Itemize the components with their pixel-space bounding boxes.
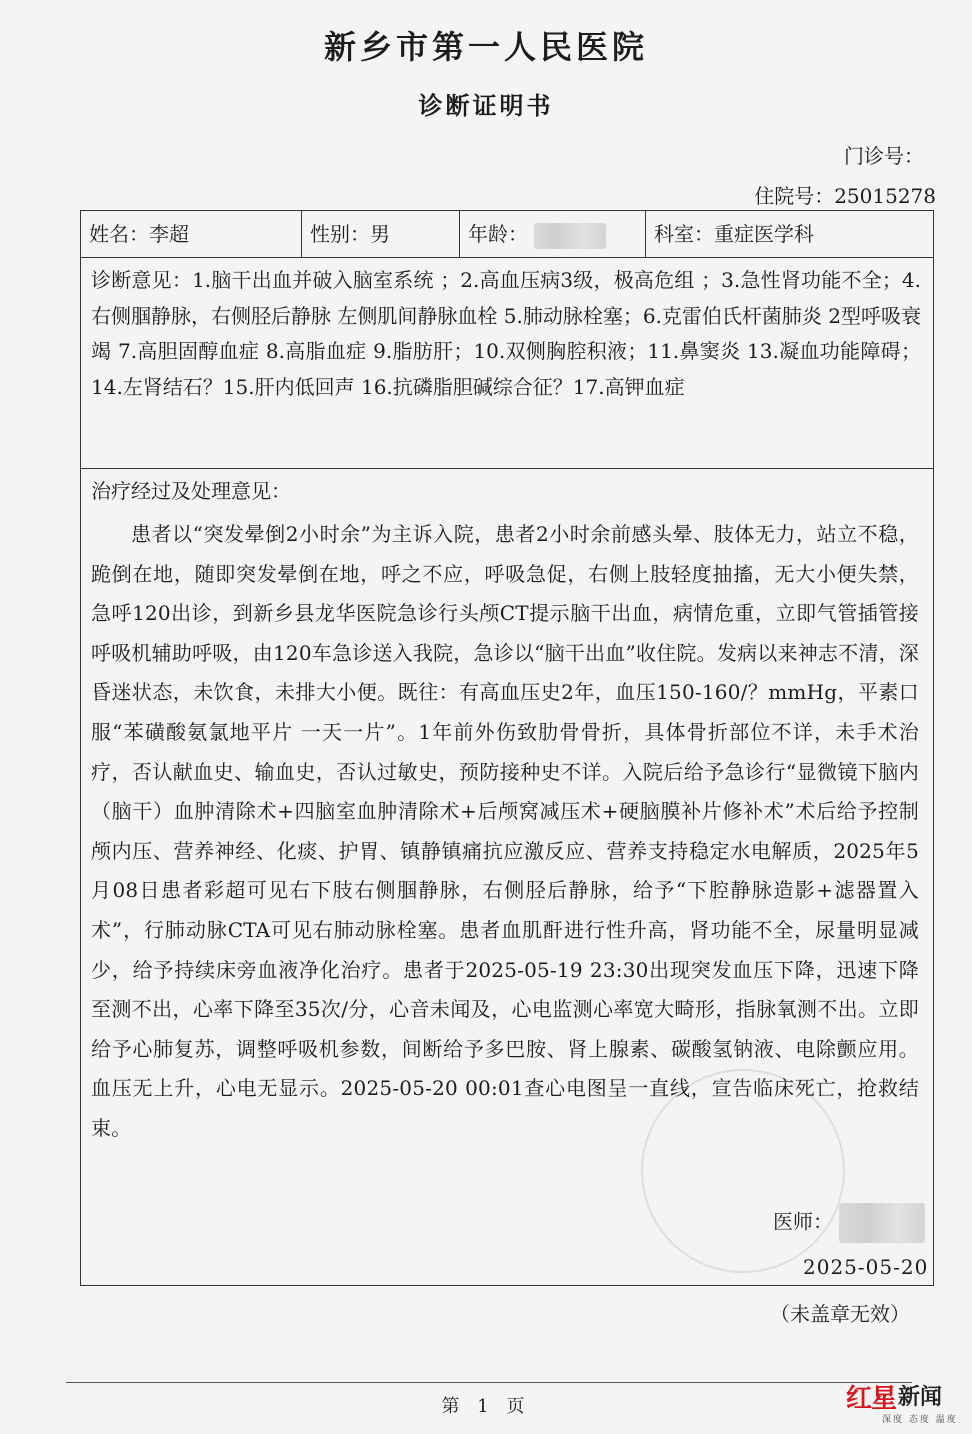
doctor-label: 医师：: [773, 1209, 833, 1234]
doctor-signature: [773, 1203, 925, 1243]
patient-info-row: [81, 211, 933, 258]
redacted-doctor-name: [839, 1203, 925, 1243]
page-number: 第 1 页: [441, 1396, 531, 1417]
outpatient-number: 门诊号：: [844, 144, 924, 168]
watermark-brand-black: 新闻: [898, 1385, 943, 1410]
treatment-body: 患者以“突发晕倒2小时余”为主诉入院，患者2小时余前感头晕、肢体无力，站立不稳，跪倒在地，随即突发晕倒在地，呼之不应，呼吸急促，右侧上肢轻度抽搐，无大小便失禁，急呼120出诊，到新乡县龙华医院急诊行头颅CT提示脑干出血，病情危重，立即气管插管接呼吸机辅助呼吸，由120车急诊送入我院，急诊以“脑干出血”收住院。发病以来神志不清，深昏迷状态，未饮食，未排大小便。既往：有高血压史2年，血压150-160/？mmHg，平素口服“苯磺酸氨氯地平片 一天一片”。1年前外伤致肋骨骨折，具体骨折部位不详，未手术治疗，否认献血史、输血史，否认过敏史，预防接种史不详。入院后给予急诊行“显微镜下脑内（脑干）血肿清除术+四脑室血肿清除术+后颅窝减压术+硬脑膜补片修补术”术后给予控制颅内压、营养神经、化痰、护胃、镇静镇痛抗应激反应、营养支持稳定水电解质，2025年5月08日患者彩超可见右下肢右侧腘静脉，右侧胫后静脉，给予“下腔静脉造影+滤器置入术”，行肺动脉CTA可见右肺动脉栓塞。患者血肌酐进行性升高，肾功能不全，尿量明显减少，给予持续床旁血液净化治疗。患者于2025-05-19 23:30出现突发血压下降，迅速下降至测不出，心率下降至35次/分，心音未闻及，心电监测心率宽大畸形，指脉氧测不出。立即给予心肺复苏，调整呼吸机参数，间断给予多巴胺、肾上腺素、碳酸氢钠液、电除颤应用。血压无上升，心电无显示。2025-05-20 00:01查心电图呈一直线，宣告临床死亡，抢救结束。: [91, 522, 919, 1140]
treatment-heading: 治疗经过及处理意见：: [91, 479, 291, 503]
inpatient-number: 住院号：25015278: [754, 184, 936, 208]
footer-divider: [66, 1382, 912, 1383]
patient-age: [459, 211, 645, 257]
patient-sex: 性别：男: [301, 211, 459, 257]
document-title: 诊断证明书: [418, 91, 554, 120]
patient-name: 姓名：李超: [89, 222, 189, 246]
watermark-brand-red: 红星: [846, 1384, 897, 1414]
hospital-name: 新乡市第一人民医院: [323, 28, 648, 66]
diagnosis-opinion: 诊断意见：1.脑干出血并破入脑室系统 ；2.高血压病3级，极高危组 ；3.急性肾功能不全；4.右侧腘静脉，右侧胫后静脉 左侧肌间静脉血栓 5.肺动脉栓塞；6.克雷伯氏杆菌肺炎 2型呼吸衰竭 7.高胆固醇血症 8.高脂血症 9.脂肪肝；10.双侧胸腔积液；11.鼻窦炎 13.凝血功能障碍；14.左肾结石？15.肝内低回声 16.抗磷脂胆碱综合征？17.高钾血症: [81, 257, 933, 469]
age-label: 年龄：: [468, 222, 528, 246]
redacted-age: [534, 223, 606, 249]
news-watermark-logo: [838, 1378, 966, 1428]
watermark-slogan: 深度 态度 温度: [882, 1415, 958, 1425]
patient-department: 科室：重症医学科: [645, 211, 935, 257]
signature-date: 2025-05-20: [803, 1255, 929, 1279]
unstamped-invalid-note: （未盖章无效）: [770, 1302, 910, 1326]
certificate-form: [80, 210, 934, 1286]
